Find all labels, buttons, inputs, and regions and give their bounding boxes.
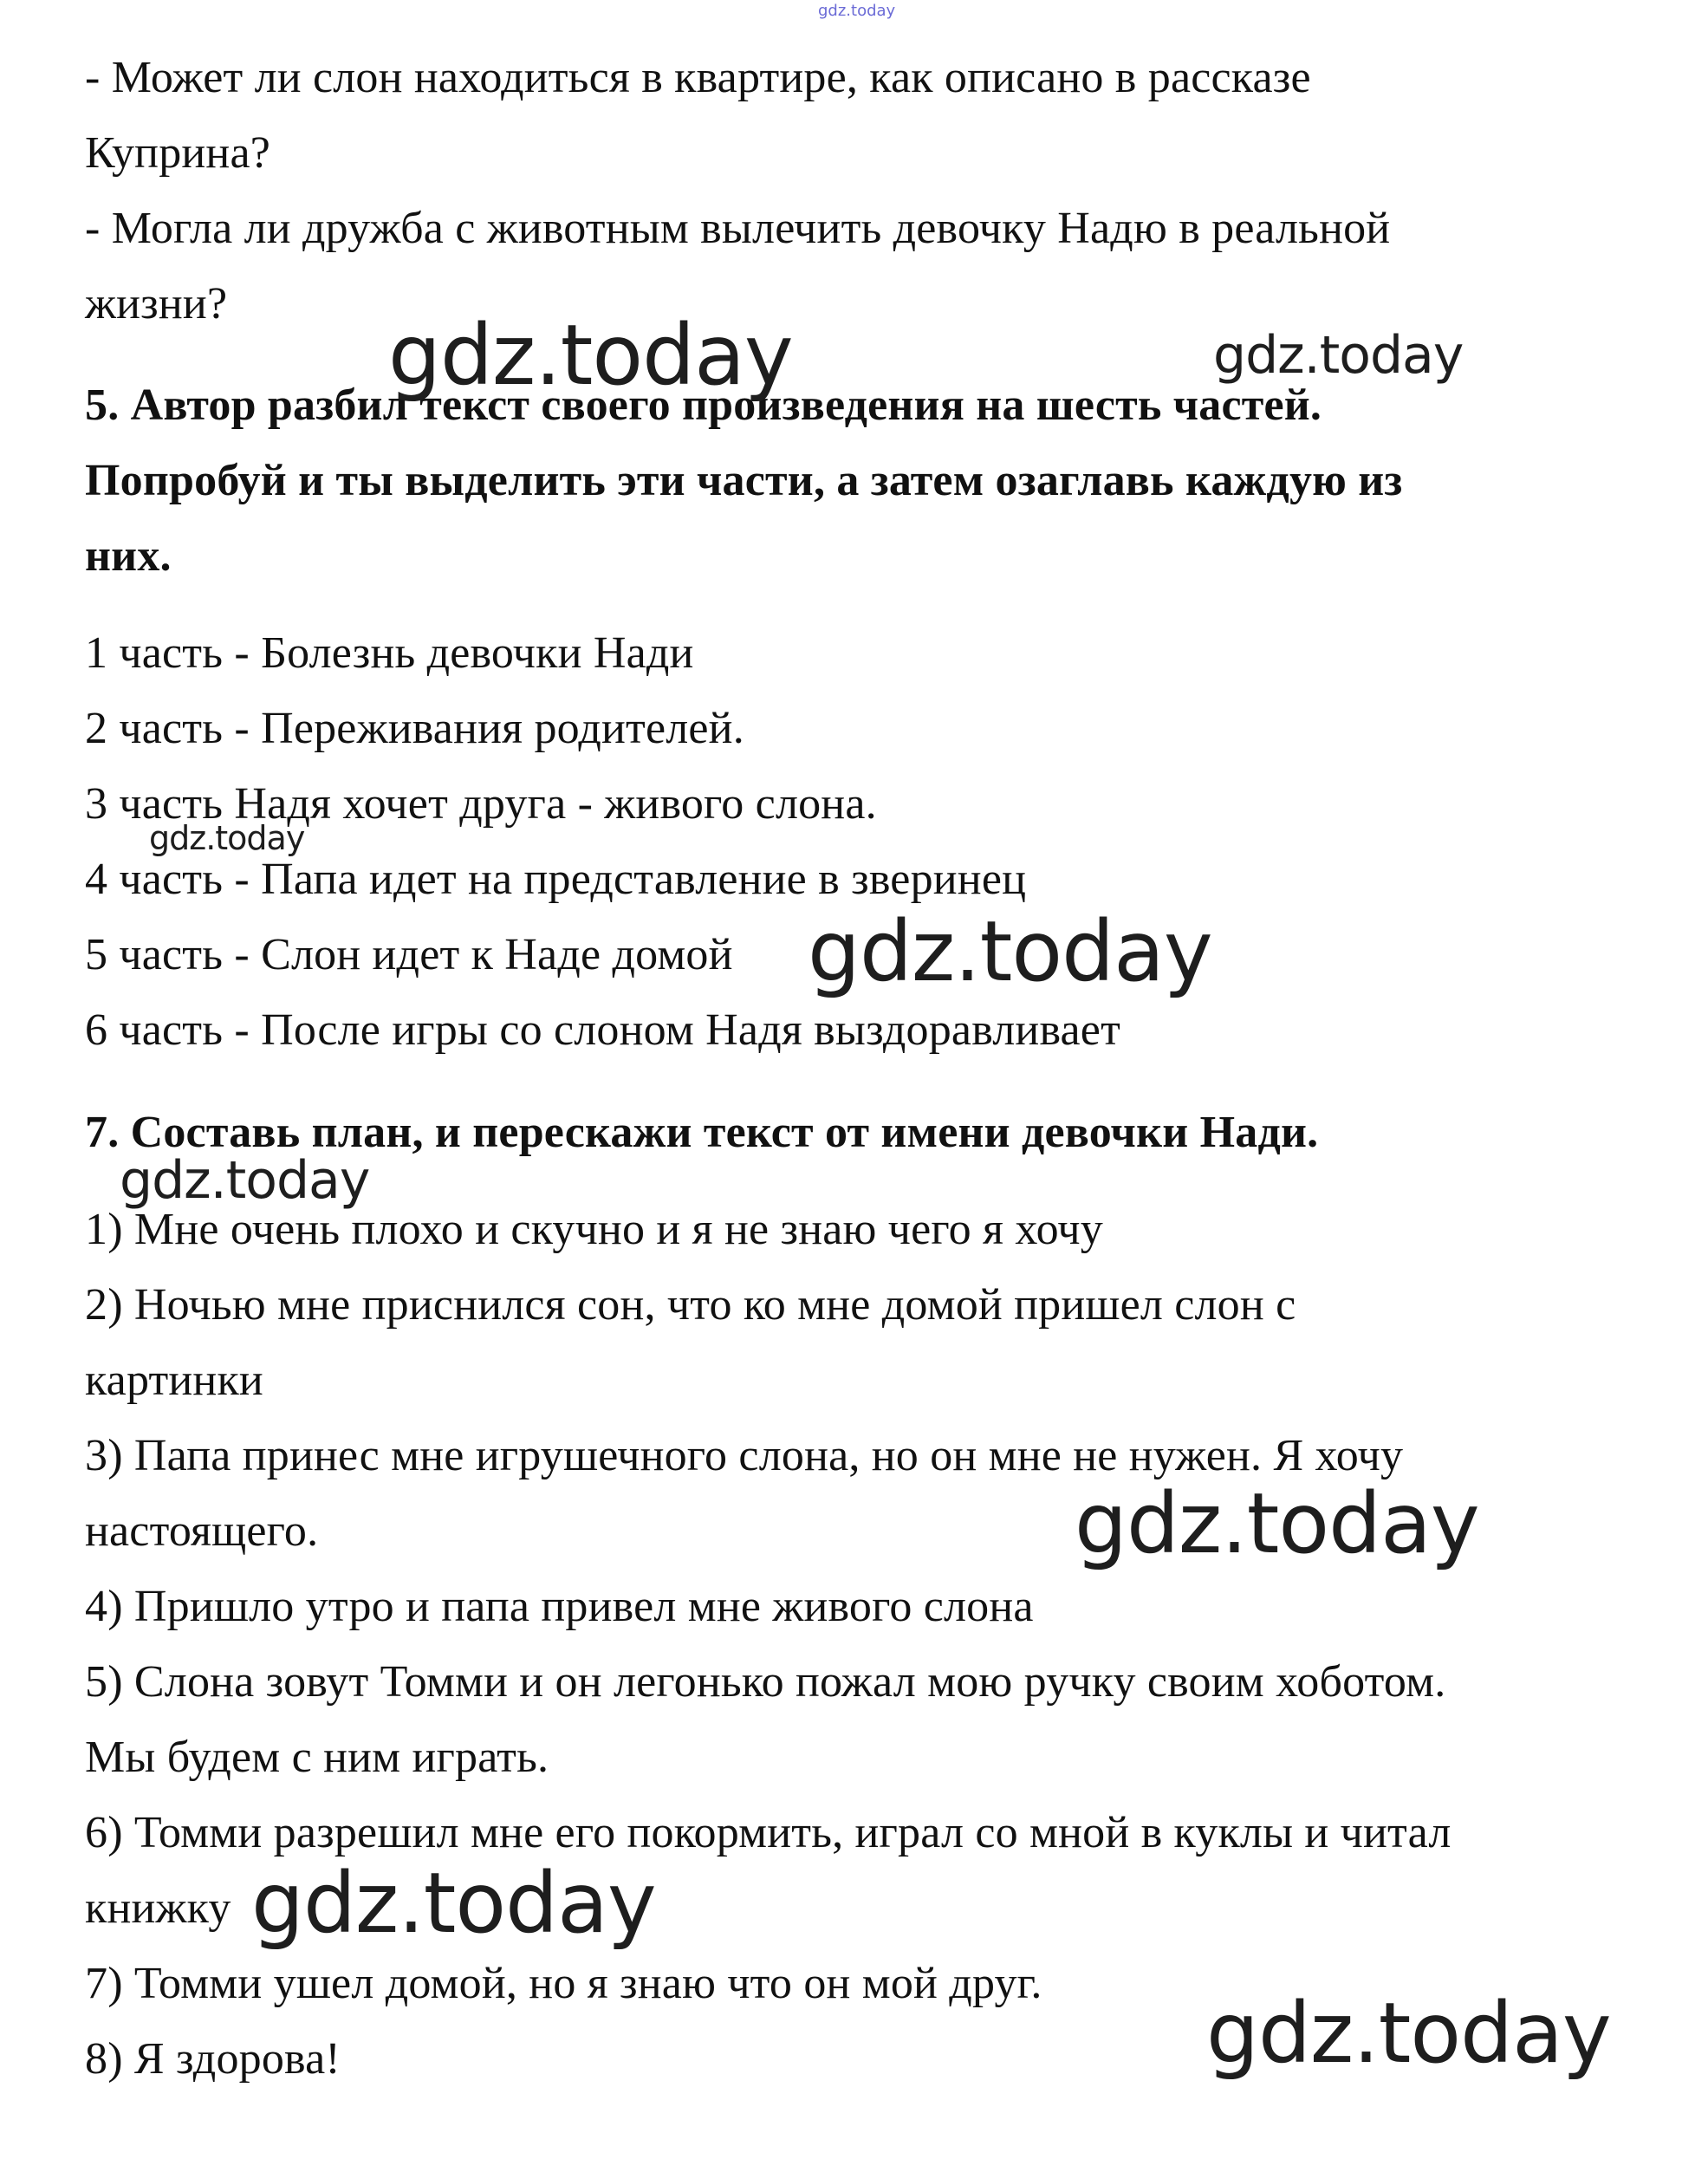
plan-item: 5) Слона зовут Томми и он легонько пожал мою ручку своим хоботом. <box>85 1657 1446 1707</box>
plan-item: 7) Томми ушел домой, но я знаю что он мой друг. <box>85 1959 1042 2008</box>
part-item: 3 часть Надя хочет друга - живого слона. <box>85 779 877 829</box>
part-item: 4 часть - Папа идет на представление в зверинец <box>85 855 1027 904</box>
watermark: gdz.today <box>388 307 793 404</box>
plan-item: 3) Папа принес мне игрушечного слона, но он мне не нужен. Я хочу <box>85 1431 1404 1480</box>
watermark: gdz.today <box>1206 1985 1611 2082</box>
part-item: 5 часть - Слон идет к Наде домой <box>85 930 733 979</box>
top-watermark: gdz.today <box>818 2 896 20</box>
plan-item: 6) Томми разрешил мне его покормить, играл со мной в куклы и читал <box>85 1808 1451 1857</box>
watermark: gdz.today <box>149 819 305 857</box>
intro-line: жизни? <box>85 279 228 328</box>
intro-line: - Может ли слон находиться в квартире, как описано в рассказе <box>85 53 1311 102</box>
plan-item: 8) Я здорова! <box>85 2034 341 2084</box>
part-item: 2 часть - Переживания родителей. <box>85 704 744 753</box>
plan-item: 2) Ночью мне приснился сон, что ко мне домой пришел слон с <box>85 1280 1296 1330</box>
plan-item: 4) Пришло утро и папа привел мне живого слона <box>85 1582 1034 1631</box>
task7-heading: 7. Составь план, и перескажи текст от имени девочки Нади. <box>85 1108 1319 1157</box>
watermark: gdz.today <box>1075 1475 1479 1572</box>
intro-line: - Могла ли дружба с животным вылечить девочку Надю в реальной <box>85 204 1391 253</box>
watermark: gdz.today <box>808 903 1212 1000</box>
task5-heading: Попробуй и ты выделить эти части, а затем озаглавь каждую из <box>85 456 1403 505</box>
plan-item: Мы будем с ним играть. <box>85 1733 549 1782</box>
watermark: gdz.today <box>251 1855 656 1952</box>
watermark: gdz.today <box>120 1150 370 1211</box>
plan-item: 1) Мне очень плохо и скучно и я не знаю чего я хочу <box>85 1205 1103 1254</box>
plan-item: настоящего. <box>85 1506 319 1556</box>
intro-line: Куприна? <box>85 128 271 178</box>
part-item: 6 часть - После игры со слоном Надя выздоравливает <box>85 1005 1121 1055</box>
plan-item: картинки <box>85 1356 263 1405</box>
task5-heading: 5. Автор разбил текст своего произведения на шесть частей. <box>85 380 1322 430</box>
part-item: 1 часть - Болезнь девочки Нади <box>85 628 694 678</box>
watermark: gdz.today <box>1213 325 1464 386</box>
plan-item: книжку <box>85 1883 231 1933</box>
task5-heading: них. <box>85 531 172 581</box>
